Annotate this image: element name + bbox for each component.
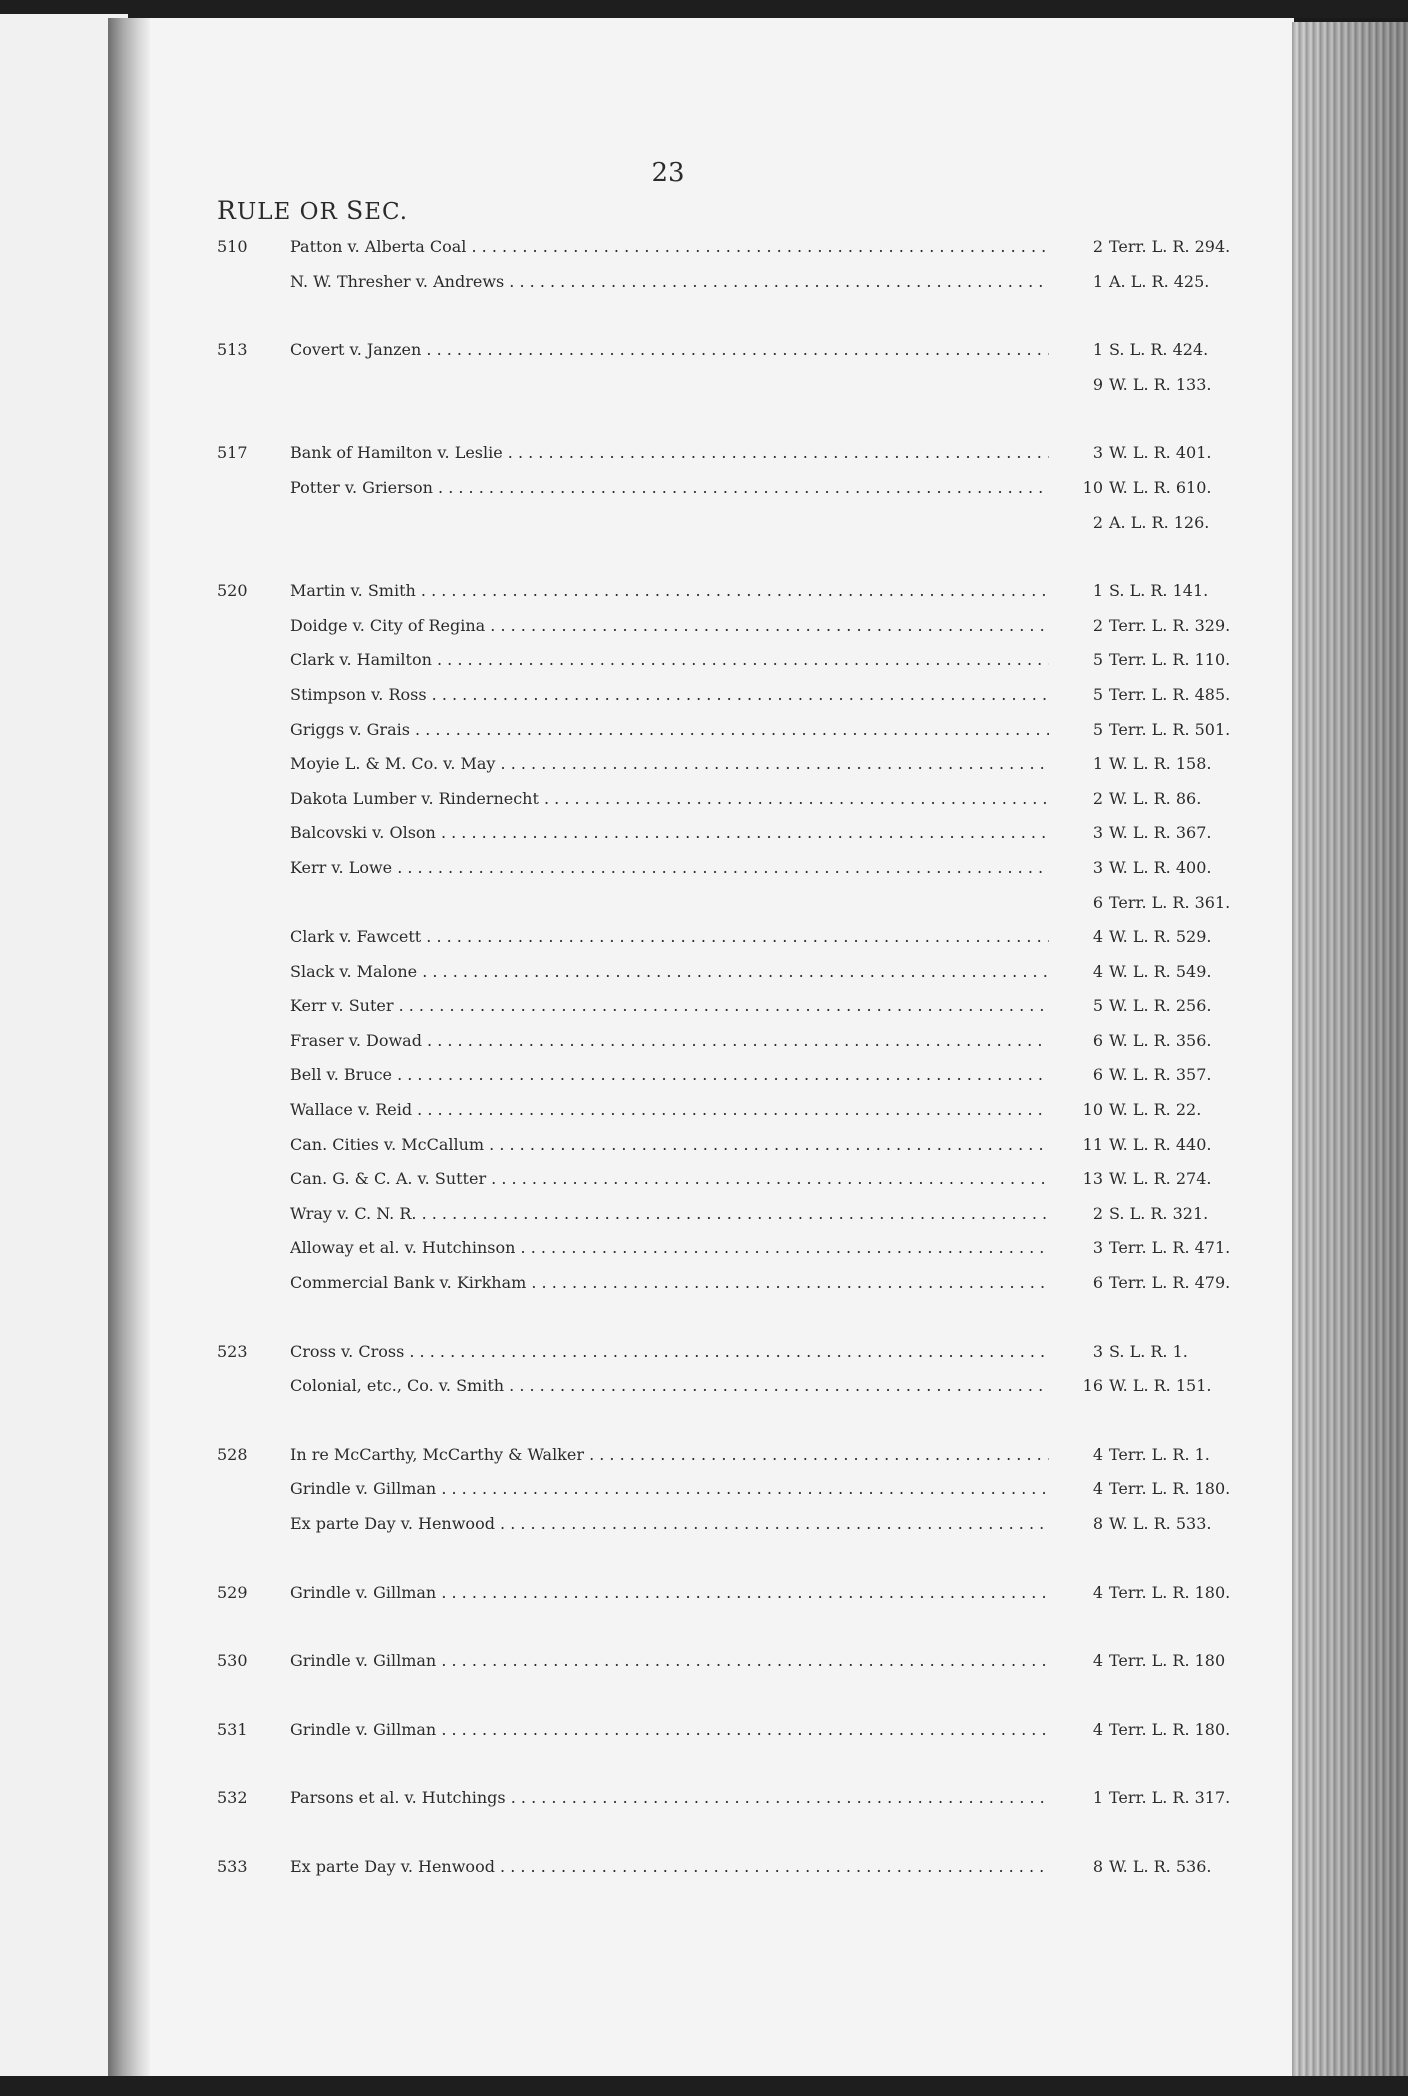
table-row: [217, 1713, 1231, 1748]
table-row: [217, 1850, 1212, 1885]
volume-number: 1: [1049, 333, 1103, 368]
table-row: [217, 1266, 1231, 1301]
case-name: Alloway et al. v. Hutchinson . . .: [290, 1231, 1068, 1266]
case-name: Kerr v. Suter . . .: [290, 989, 1068, 1024]
table-row: [217, 1781, 1231, 1816]
table-row: [217, 436, 1212, 471]
rule-group: [217, 230, 1231, 299]
report-citation: W. L. R. 536.: [1109, 1856, 1212, 1876]
report-citation: Terr. L. R. 479.: [1109, 1273, 1231, 1293]
rule-number: 529: [217, 1582, 248, 1602]
table-row: [217, 1024, 1212, 1059]
volume-number: 4: [1049, 1713, 1103, 1748]
volume-number: 3: [1049, 1335, 1103, 1370]
case-name: Fraser v. Dowad . . .: [290, 1024, 1068, 1059]
report-citation: Terr. L. R. 110.: [1109, 650, 1231, 670]
table-row: [217, 989, 1212, 1024]
report-citation: A. L. R. 425.: [1109, 271, 1210, 291]
volume-number: 9: [1049, 368, 1103, 403]
table-row: [217, 1576, 1231, 1611]
report-citation: W. L. R. 133.: [1109, 374, 1212, 394]
volume-number: 5: [1049, 643, 1103, 678]
volume-number: 10: [1049, 471, 1103, 506]
rule-number: 528: [217, 1444, 248, 1464]
rule-group: [217, 1438, 1231, 1542]
report-citation: W. L. R. 549.: [1109, 961, 1212, 981]
report-citation: W. L. R. 367.: [1109, 823, 1212, 843]
table-row: [217, 1507, 1212, 1542]
case-name: Griggs v. Grais . . .: [290, 713, 1068, 748]
rule-group: [217, 436, 1212, 540]
report-citation: Terr. L. R. 1.: [1109, 1444, 1210, 1464]
table-row: [217, 678, 1231, 713]
report-citation: Terr. L. R. 501.: [1109, 719, 1231, 739]
scan-bottom-border: [0, 2076, 1408, 2096]
scan-top-border: [0, 0, 1408, 18]
rule-group: [217, 574, 1231, 1300]
table-row: [217, 1162, 1212, 1197]
report-citation: W. L. R. 357.: [1109, 1065, 1212, 1085]
volume-number: 3: [1049, 1231, 1103, 1266]
table-row: [217, 609, 1231, 644]
case-name: Doidge v. City of Regina . . .: [290, 609, 1068, 644]
table-row: [217, 333, 1209, 368]
case-name: Bell v. Bruce . . .: [290, 1058, 1068, 1093]
case-name: Can. Cities v. McCallum . . .: [290, 1128, 1068, 1163]
volume-number: 1: [1049, 747, 1103, 782]
rule-number: 530: [217, 1651, 248, 1671]
volume-number: 2: [1049, 782, 1103, 817]
volume-number: 8: [1049, 1507, 1103, 1542]
report-citation: W. L. R. 529.: [1109, 927, 1212, 947]
case-name: Moyie L. & M. Co. v. May . . .: [290, 747, 1068, 782]
case-name: Slack v. Malone . . .: [290, 955, 1068, 990]
report-citation: Terr. L. R. 180.: [1109, 1582, 1231, 1602]
report-citation: S. L. R. 424.: [1109, 340, 1209, 360]
case-name: Colonial, etc., Co. v. Smith . . .: [290, 1369, 1068, 1404]
table-row: [217, 851, 1212, 886]
case-name: In re McCarthy, McCarthy & Walker . . .: [290, 1438, 1068, 1473]
volume-number: 4: [1049, 1438, 1103, 1473]
case-name: Ex parte Day v. Henwood . . .: [290, 1850, 1068, 1885]
volume-number: 6: [1049, 886, 1103, 921]
case-name: Grindle v. Gillman . . .: [290, 1576, 1068, 1611]
volume-number: 1: [1049, 574, 1103, 609]
case-name: Grindle v. Gillman . . .: [290, 1472, 1068, 1507]
report-citation: W. L. R. 256.: [1109, 996, 1212, 1016]
volume-number: 10: [1049, 1093, 1103, 1128]
volume-number: 5: [1049, 678, 1103, 713]
citation-table: [217, 230, 1231, 1885]
volume-number: 6: [1049, 1266, 1103, 1301]
rule-number: 513: [217, 340, 248, 360]
table-row: [217, 368, 1212, 403]
report-citation: W. L. R. 356.: [1109, 1030, 1212, 1050]
rule-group: [217, 1644, 1226, 1679]
report-citation: W. L. R. 86.: [1109, 788, 1202, 808]
volume-number: 8: [1049, 1850, 1103, 1885]
volume-number: 3: [1049, 816, 1103, 851]
rule-group: [217, 1335, 1212, 1404]
rule-group: [217, 1850, 1212, 1885]
table-row: [217, 1335, 1188, 1370]
volume-number: 2: [1049, 609, 1103, 644]
table-row: [217, 713, 1231, 748]
report-citation: Terr. L. R. 180.: [1109, 1719, 1231, 1739]
case-name: Bank of Hamilton v. Leslie . . .: [290, 436, 1068, 471]
report-citation: Terr. L. R. 317.: [1109, 1788, 1231, 1808]
rule-number: 510: [217, 237, 248, 256]
report-citation: A. L. R. 126.: [1109, 512, 1210, 532]
case-name: Kerr v. Lowe . . .: [290, 851, 1068, 886]
case-name: Grindle v. Gillman . . .: [290, 1644, 1068, 1679]
volume-number: 4: [1049, 1644, 1103, 1679]
volume-number: 1: [1049, 1781, 1103, 1816]
report-citation: W. L. R. 22.: [1109, 1100, 1202, 1120]
report-citation: W. L. R. 151.: [1109, 1376, 1212, 1396]
volume-number: 13: [1049, 1162, 1103, 1197]
table-row: [217, 1128, 1212, 1163]
report-citation: Terr. L. R. 180.: [1109, 1479, 1231, 1499]
table-row: [217, 886, 1231, 921]
table-row: [217, 816, 1212, 851]
report-citation: W. L. R. 400.: [1109, 857, 1212, 877]
report-citation: Terr. L. R. 329.: [1109, 615, 1231, 635]
table-row: [217, 1438, 1210, 1473]
rule-number: 517: [217, 443, 248, 463]
volume-number: 1: [1049, 265, 1103, 300]
table-row: [217, 1472, 1231, 1507]
volume-number: 16: [1049, 1369, 1103, 1404]
case-name: Ex parte Day v. Henwood . . .: [290, 1507, 1068, 1542]
report-citation: W. L. R. 401.: [1109, 443, 1212, 463]
case-name: Stimpson v. Ross . . .: [290, 678, 1068, 713]
volume-number: 3: [1049, 436, 1103, 471]
report-citation: Terr. L. R. 471.: [1109, 1238, 1231, 1258]
column-header: RULE OR SEC.: [217, 196, 409, 225]
volume-number: 5: [1049, 713, 1103, 748]
volume-number: 6: [1049, 1058, 1103, 1093]
case-name: Martin v. Smith . . .: [290, 574, 1068, 609]
rule-number: 532: [217, 1788, 248, 1808]
volume-number: 4: [1049, 920, 1103, 955]
report-citation: S. L. R. 321.: [1109, 1203, 1209, 1223]
case-name: Patton v. Alberta Coal . . .: [290, 230, 1068, 265]
volume-number: 4: [1049, 955, 1103, 990]
case-name: Potter v. Grierson . . .: [290, 471, 1068, 506]
report-citation: W. L. R. 158.: [1109, 754, 1212, 774]
case-name: Dakota Lumber v. Rindernecht . . .: [290, 782, 1068, 817]
report-citation: Terr. L. R. 180: [1109, 1651, 1226, 1671]
table-row: [217, 747, 1212, 782]
table-row: [217, 471, 1212, 506]
report-citation: W. L. R. 274.: [1109, 1169, 1212, 1189]
table-row: [217, 1231, 1231, 1266]
report-citation: W. L. R. 533.: [1109, 1514, 1212, 1533]
rule-number: 531: [217, 1719, 248, 1739]
rule-group: [217, 1576, 1231, 1611]
table-row: [217, 920, 1212, 955]
case-name: Wray v. C. N. R. . . .: [290, 1197, 1068, 1232]
volume-number: 6: [1049, 1024, 1103, 1059]
volume-number: 4: [1049, 1472, 1103, 1507]
volume-number: 2: [1049, 230, 1103, 265]
report-citation: S. L. R. 141.: [1109, 581, 1209, 601]
case-name: Covert v. Janzen . . .: [290, 333, 1068, 368]
table-row: [217, 1369, 1212, 1404]
book-gutter: [108, 18, 150, 2076]
case-name: Clark v. Hamilton . . .: [290, 643, 1068, 678]
page-number: 23: [651, 158, 685, 188]
volume-number: 11: [1049, 1128, 1103, 1163]
case-name: Clark v. Fawcett . . .: [290, 920, 1068, 955]
table-row: [217, 265, 1210, 300]
report-citation: Terr. L. R. 485.: [1109, 684, 1231, 704]
rule-group: [217, 1781, 1231, 1816]
report-citation: Terr. L. R. 361.: [1109, 892, 1231, 912]
case-name: Parsons et al. v. Hutchings . . .: [290, 1781, 1068, 1816]
case-name: Grindle v. Gillman . . .: [290, 1713, 1068, 1748]
volume-number: 2: [1049, 506, 1103, 541]
rule-group: [217, 333, 1212, 402]
report-citation: W. L. R. 440.: [1109, 1134, 1212, 1154]
volume-number: 5: [1049, 989, 1103, 1024]
case-name: N. W. Thresher v. Andrews . . .: [290, 265, 1068, 300]
table-row: [217, 230, 1231, 265]
volume-number: 2: [1049, 1197, 1103, 1232]
table-row: [217, 1197, 1209, 1232]
case-name: Commercial Bank v. Kirkham . . .: [290, 1266, 1068, 1301]
report-citation: Terr. L. R. 294.: [1109, 237, 1231, 256]
table-row: [217, 643, 1231, 678]
table-row: [217, 1644, 1226, 1679]
case-name: Can. G. & C. A. v. Sutter . . .: [290, 1162, 1068, 1197]
rule-group: [217, 1713, 1231, 1748]
volume-number: 4: [1049, 1576, 1103, 1611]
report-citation: S. L. R. 1.: [1109, 1341, 1188, 1361]
case-name: Cross v. Cross . . .: [290, 1335, 1068, 1370]
table-row: [217, 955, 1212, 990]
table-row: [217, 1058, 1212, 1093]
table-row: [217, 1093, 1202, 1128]
rule-number: 533: [217, 1856, 248, 1876]
case-name: Balcovski v. Olson . . .: [290, 816, 1068, 851]
report-citation: W. L. R. 610.: [1109, 477, 1212, 497]
rule-number: 520: [217, 581, 248, 601]
table-row: [217, 782, 1202, 817]
volume-number: 3: [1049, 851, 1103, 886]
case-name: Wallace v. Reid . . .: [290, 1093, 1068, 1128]
rule-number: 523: [217, 1341, 248, 1361]
table-row: [217, 574, 1209, 609]
table-row: [217, 506, 1210, 541]
